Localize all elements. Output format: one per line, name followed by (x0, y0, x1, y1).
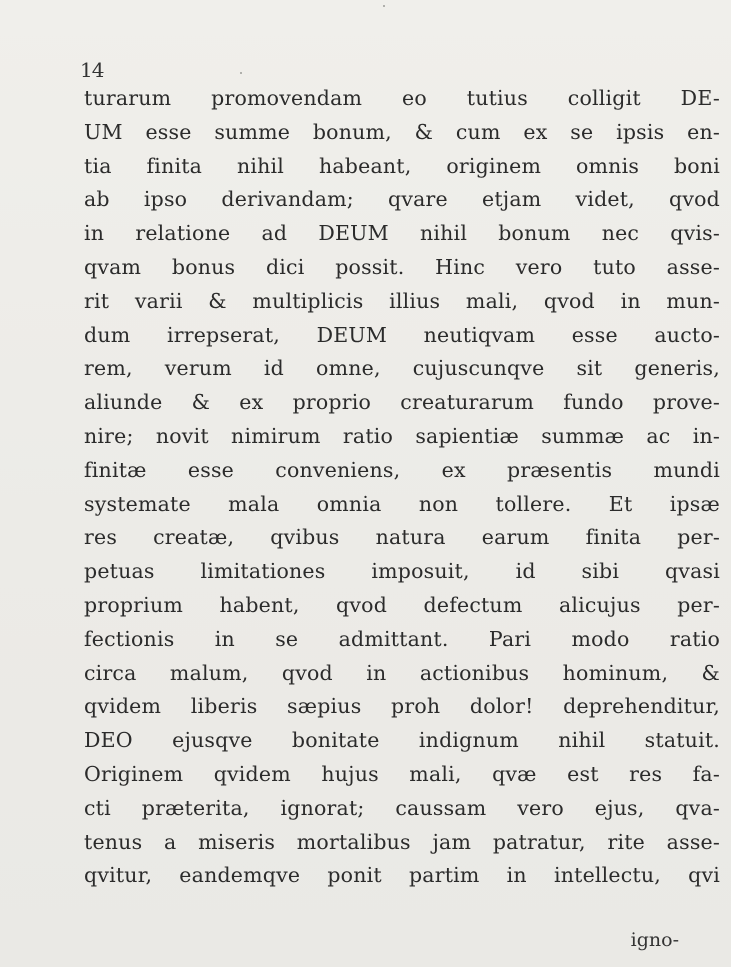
text-line: systemate mala omnia non tollere. Et ipsæ (84, 491, 720, 516)
text-line: aliunde & ex proprio creaturarum fundo prove- (84, 390, 720, 415)
text-line: DEO ejusqve bonitate indignum nihil statuit. (84, 728, 720, 753)
text-line: proprium habent, qvod defectum alicujus per- (84, 592, 720, 617)
text-line: rit varii & multiplicis illius mali, qvod in mun- (84, 288, 720, 313)
text-line: dum irrepserat, DEUM neutiqvam esse aucto- (84, 322, 720, 347)
text-line: qvam bonus dici possit. Hinc vero tuto asse- (84, 254, 720, 279)
body-text (84, 82, 720, 893)
paper-speck (240, 72, 242, 74)
text-line: in relatione ad DEUM nihil bonum nec qvis- (84, 221, 720, 246)
text-line: tenus a miseris mortalibus jam patratur, rite asse- (84, 829, 720, 854)
text-line: Originem qvidem hujus mali, qvæ est res fa- (84, 761, 720, 786)
text-line: tia finita nihil habeant, originem omnis boni (84, 153, 720, 178)
text-line: fectionis in se admittant. Pari modo ratio (84, 626, 720, 651)
text-line: res creatæ, qvibus natura earum finita per- (84, 525, 720, 550)
catchword: igno- (630, 929, 679, 951)
text-line: UM esse summe bonum, & cum ex se ipsis en- (84, 119, 720, 144)
text-line: nire; novit nimirum ratio sapientiæ summæ ac in- (84, 423, 720, 448)
page-number: 14 (80, 58, 104, 82)
text-line: circa malum, qvod in actionibus hominum, & (84, 660, 720, 685)
text-line: qvitur, eandemqve ponit partim in intellectu, qvi (84, 863, 720, 888)
paper-speck (383, 5, 385, 7)
text-line: rem, verum id omne, cujuscunqve sit generis, (84, 356, 720, 381)
text-line: finitæ esse conveniens, ex præsentis mundi (84, 457, 720, 482)
text-line: cti præterita, ignorat; caussam vero ejus, qva- (84, 795, 720, 820)
text-line: qvidem liberis sæpius proh dolor! deprehenditur, (84, 694, 720, 719)
text-line: ab ipso derivandam; qvare etjam videt, qvod (84, 187, 720, 212)
text-line: petuas limitationes imposuit, id sibi qvasi (84, 559, 720, 584)
text-line: turarum promovendam eo tutius colligit DE- (84, 86, 720, 110)
